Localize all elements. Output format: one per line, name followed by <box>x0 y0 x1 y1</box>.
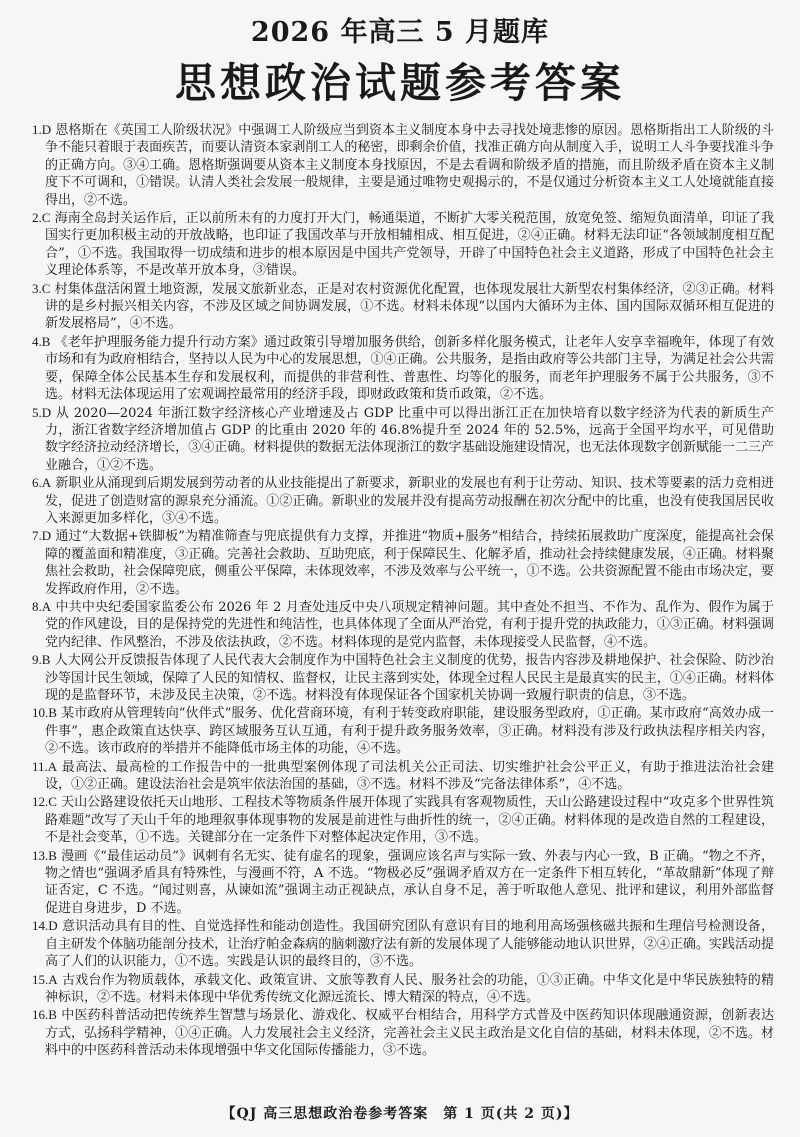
answer-explanation: 天山公路建设依托天山地形、工程技术等物质条件展开体现了实践具有客观物质性，天山公路建设过程中“攻克多个世界性筑路难题”改写了天山千年的地理叙事体现事物的发展是前进性与曲折性的统一，②④正确。材料体现的是改造自然的工程建设，不是社会变革，①不选。关键部分在一定条件下对整体起决定作用，③不选。 <box>45 795 774 846</box>
answer-number: 10.B <box>32 705 57 721</box>
answer-item <box>32 971 774 1007</box>
answer-number: 5.D <box>32 404 52 420</box>
answer-number: 11.A <box>32 758 58 774</box>
answer-number: 14.D <box>32 918 58 934</box>
answer-item <box>32 404 774 475</box>
answer-item <box>32 209 774 280</box>
answer-number: 8.A <box>32 598 52 614</box>
answer-explanation: 古戏台作为物质载体，承载文化、政策宣讲、文旅等教育人民、服务社会的功能，①③正确。中华文化是中华民族独特的精神标识，②不选。材料未体现中华优秀传统文化源远流长、博大精深的特点，④不选。 <box>45 972 774 1005</box>
answer-number: 3.C <box>32 280 51 296</box>
page-footer: 【QJ 高三思想政治卷参考答案 第 1 页(共 2 页)】 <box>221 1106 579 1122</box>
answer-number: 1.D <box>32 122 52 137</box>
answer-item <box>32 1006 774 1059</box>
answer-item <box>32 527 774 598</box>
answer-item <box>32 280 774 333</box>
answer-item <box>32 704 774 757</box>
answer-number: 15.A <box>32 971 58 987</box>
answer-explanation: 海南全岛封关运作后，正以前所未有的力度打开大门，畅通渠道，不断扩大零关税范围，放宽免签、缩短负面清单，印证了我国实行更加积极主动的开放战略，也印证了我国改革与开放相辅相成、相互促进，②④正确。材料无法印证“各领域制度相互配合”，①不选。我国取得一切成绩和进步的根本原因是中国共产党领导，开辟了中国特色社会主义道路，形成了中国特色社会主义理论体系等，不是改革开放本身，③错误。 <box>45 211 774 279</box>
answer-number: 4.B <box>32 333 51 349</box>
answer-explanation: 漫画《“最佳运动员”》讽刺有名无实、徒有虚名的现象，强调应该名声与实际一致、外表与内心一致，B 正确。“物之不齐，物之情也”强调矛盾具有特殊性，与漫画不符，A 不选。“物极必反”强调矛盾双方在一定条件下相互转化，“革故鼎新”体现了辩证否定，C 不选。“闻过则喜，从谏如流”强调主动正视缺点，承认自身不足，善于听取他人意见、批评和建议，利用外部监督促进自身进步，D 不选。 <box>45 848 775 916</box>
answer-number: 9.B <box>32 652 51 668</box>
answer-number: 12.C <box>32 794 57 810</box>
answer-item <box>32 333 774 404</box>
answer-number: 6.A <box>32 475 52 491</box>
answer-item <box>32 793 774 846</box>
answer-item <box>32 847 774 918</box>
answer-number: 7.D <box>32 528 52 544</box>
answer-explanation: 从 2020—2024 年浙江数字经济核心产业增速及占 GDP 比重中可以得出浙江正在加快培育以数字经济为代表的新质生产力，浙江省数字经济增加值占 GDP 的比重由 2020 年的 46.8%提升至 2024 年的 52.5%，远高于全国平均水平，可见借助数字经济拉动经济增长，③④正确。材料提供的数据无法体现浙江的数字基础设施建设情况，也无法体现数字创新赋能一二三产业融合，①②不选。 <box>45 405 774 473</box>
answer-item <box>32 917 774 970</box>
answer-explanation: 中共中央纪委国家监委公布 2026 年 2 月查处违反中央八项规定精神问题。其中查处不担当、不作为、乱作为、假作为属于党的作风建设，目的是保持党的先进性和纯洁性，也具体体现了全面从严治党，有利于提升党的执政能力，①③正确。材料强调党内纪律、作风整治，不涉及依法执政，②不选。材料体现的是党内监督，未体现接受人民监督，④不选。 <box>45 599 774 650</box>
answer-explanation: 通过“大数据+铁脚板”为精准筛查与兜底提供有力支撑，并推进“物质+服务”相结合，持续拓展救助广度深度，能提高社会保障的覆盖面和精准度，③正确。完善社会救助、互助兜底，利于保障民生、化解矛盾，推动社会持续健康发展，④正确。材料聚焦社会救助，社会保障兜底，侧重公平保障，未体现效率，不涉及效率与公平统一，①不选。公共资源配置不能由市场决定，要发挥政府作用，②不选。 <box>45 529 774 597</box>
answer-explanation: 最高法、最高检的工作报告中的一批典型案例体现了司法机关公正司法、切实维护社会公平正义，有助于推进法治社会建设，①②正确。建设法治社会是筑牢依法治国的基础，③不选。材料不涉及“完备法律体系”，④不选。 <box>45 759 774 793</box>
answer-key-title: 思想政治试题参考答案 <box>175 59 625 107</box>
answer-item <box>32 598 774 651</box>
answer-explanation: 人大网公开反馈报告体现了人民代表大会制度作为中国特色社会主义制度的优势，报告内容涉及耕地保护、社会保险、防沙治沙等国计民生领域，保障了人民的知情权、监督权，让民主落到实处，体现全过程人民民主是最真实的民主，①④正确。材料体现的是监督环节，未涉及民主决策，②不选。材料没有体现保证各个国家机关协调一致履行职责的信息，③不选。 <box>45 653 774 703</box>
answer-explanation: 村集体盘活闲置土地资源，发展文旅新业态，正是对农村资源优化配置，也体现发展壮大新型农村集体经济，②③正确。材料讲的是乡村振兴相关内容，不涉及区域之间协调发展，①不选。材料未体现“以国内大循环为主体、国内国际双循环相互促进的新发展格局”，④不选。 <box>45 281 774 332</box>
answer-item <box>32 121 774 209</box>
answer-explanation: 恩格斯在《英国工人阶级状况》中强调工人阶级应当到资本主义制度本身中去寻找处境悲惨的原因。恩格斯指出工人阶级的斗争不能只着眼于表面疾苦，而要认清资本家剥削工人的秘密，即剩余价值，找准正确方向从制度入手，说明工人斗争要找准斗争的正确方向。③④工确。恩格斯强调要从资本主义制度本身找原因，不是去看调和阶级矛盾的措施，而且阶级矛盾在资本主义制度下不可调和，①错误。认清人类社会发展一般规律，主要是通过唯物史观揭示的，不是仅通过分析资本主义工人处境就能直接得出，②不选。 <box>45 123 774 208</box>
answer-number: 2.C <box>32 210 51 226</box>
answer-item <box>32 474 774 527</box>
answer-explanation: 某市政府从管理转向“伙伴式”服务、优化营商环境，有利于转变政府职能，建设服务型政府，①正确。某市政府“高效办成一件事”，惠企政策直达快享、跨区域服务互认互通，有利于提升政务服务效率，③正确。材料没有涉及行政执法程序相关内容，②不选。该市政府的举措并不能降低市场主体的功能，④不选。 <box>45 706 774 757</box>
answer-explanation: 意识活动具有目的性、自觉选择性和能动创造性。我国研究团队有意识有目的地利用高场强核磁共振和生理信号检测设备，自主研发个体脑功能剖分技术，让治疗帕金森病的脑刺激疗法有新的发展体现了人能够能动地认识世界，②④正确。实践活动提高了人们的认识能力，①不选。实践是认识的最终目的，③不选。 <box>45 919 774 970</box>
answer-number: 13.B <box>32 847 57 863</box>
answer-explanation: 《老年护理服务能力提升行动方案》通过政策引导增加服务供给，创新多样化服务模式，让老年人安享幸福晚年，体现了有效市场和有为政府相结合，坚持以人民为中心的发展思想，①④正确。公共服务，是指由政府等公共部门主导，为满足社会公共需要，保障全体公民基本生存和发展权利，而提供的非营利性、普惠性、均等化的服务，而老年护理服务不属于公共服务，③不选。材料无法体现运用了宏观调控最常用的经济手段，即财政政策和货币政策，②不选。 <box>45 334 774 403</box>
answer-list <box>32 121 774 1060</box>
answer-item <box>32 651 774 704</box>
answer-number: 16.B <box>32 1007 57 1023</box>
answer-explanation: 中医药科普活动把传统养生智慧与场景化、游戏化、权威平台相结合，用科学方式普及中医药知识体现融通资源，创新表达方式，弘扬科学精神，①④正确。人力发展社会主义经济，完善社会主义民主政治是文化自信的基础，材料未体现，②不选。材料中的中医药科普活动未体现增强中华文化国际传播能力，③不选。 <box>45 1008 774 1059</box>
answer-explanation: 新职业从涌现到后期发展到劳动者的从业技能提出了新要求，新职业的发展也有利于让劳动、知识、技术等要素的活力竞相迸发，促进了创造财富的源泉充分涌流。①②正确。新职业的发展并没有提高劳动报酬在初次分配中的比重，也没有使我国居民收入来源更加多样化，③④不选。 <box>45 476 774 526</box>
answer-item <box>32 758 774 794</box>
exam-title: 2026 年高三 5 月题库 <box>250 17 550 48</box>
